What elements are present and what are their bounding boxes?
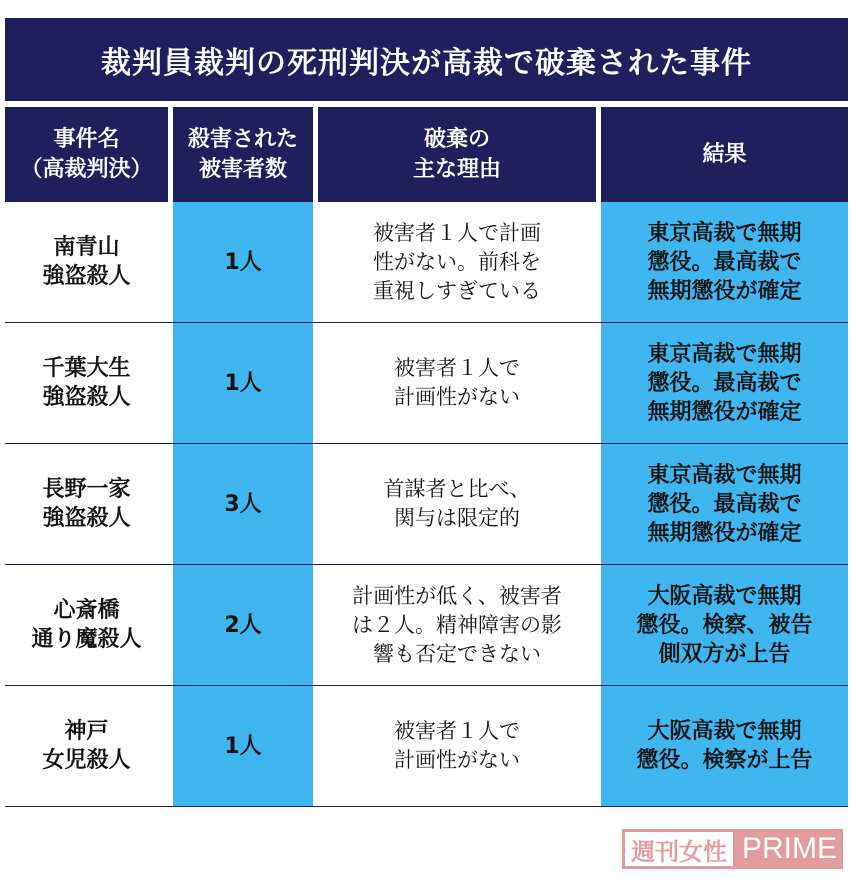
- header-victim-count: 殺害された 被害者数: [173, 107, 313, 202]
- result: 東京高裁で無期 懲役。最高裁で 無期懲役が確定: [601, 202, 848, 322]
- result: 東京高裁で無期 懲役。最高裁で 無期懲役が確定: [601, 444, 848, 564]
- victim-count: 1人: [173, 323, 313, 443]
- header-result: 結果: [601, 107, 848, 202]
- header-case-name: 事件名 （高裁判決）: [5, 107, 168, 202]
- table-row: [5, 202, 848, 323]
- logo-en-text: PRIME: [736, 829, 843, 869]
- reason: 計画性が低く、被害者 は２人。精神障害の影 響も否定できない: [352, 583, 562, 666]
- cases-table: [5, 107, 848, 807]
- table-row: [5, 323, 848, 444]
- result: 大阪高裁で無期 懲役。検察が上告: [601, 686, 848, 806]
- victim-count: 1人: [173, 686, 313, 806]
- result: 大阪高裁で無期 懲役。検察、被告 側双方が上告: [601, 565, 848, 685]
- victim-count: 2人: [173, 565, 313, 685]
- reason: 被害者１人で計画 性がない。前科を 重視しすぎている: [373, 220, 541, 303]
- victim-count: 3人: [173, 444, 313, 564]
- table-row: [5, 444, 848, 565]
- table-row: [5, 686, 848, 807]
- table-row: [5, 565, 848, 686]
- case-name: 心斎橋 通り魔殺人: [31, 598, 142, 652]
- reason: 被害者１人で 計画性がない: [394, 719, 520, 772]
- reason: 被害者１人で 計画性がない: [394, 356, 520, 409]
- result: 東京高裁で無期 懲役。最高裁で 無期懲役が確定: [601, 323, 848, 443]
- case-name: 神戸 女児殺人: [42, 719, 131, 773]
- victim-count: 1人: [173, 202, 313, 322]
- table-header-row: [5, 107, 848, 202]
- case-name: 南青山 強盗殺人: [42, 235, 131, 289]
- case-name: 長野一家 強盗殺人: [42, 477, 131, 531]
- header-reason: 破棄の 主な理由: [318, 107, 596, 202]
- table-title: 裁判員裁判の死刑判決が高裁で破棄された事件: [5, 18, 848, 101]
- publisher-logo: [622, 829, 843, 869]
- reason: 首謀者と比べ、 関与は限定的: [383, 477, 531, 530]
- case-name: 千葉大生 強盗殺人: [42, 356, 131, 410]
- logo-jp-text: 週刊女性: [622, 829, 736, 869]
